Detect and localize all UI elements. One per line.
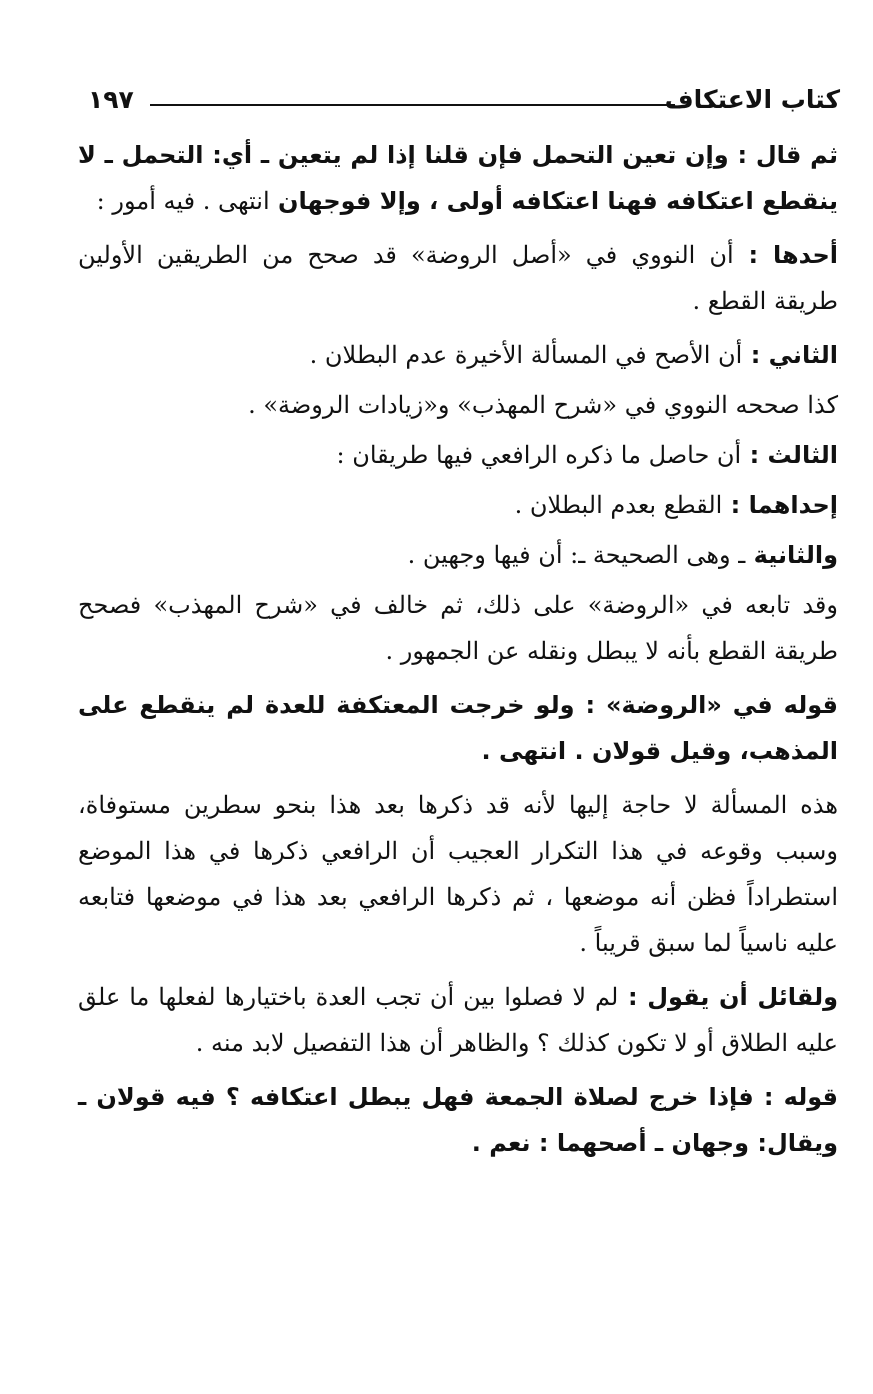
paragraph-heading: والثانية	[745, 541, 838, 569]
paragraph-5	[78, 432, 838, 478]
paragraph-text: كذا صححه النووي في «شرح المهذب» و«زيادات الروضة» .	[248, 391, 838, 419]
paragraph-text: القطع بعدم البطلان .	[514, 491, 723, 519]
page-header	[88, 82, 840, 122]
page-body	[78, 132, 838, 1174]
header-rule	[150, 104, 675, 106]
chapter-title: كتاب الاعتكاف	[664, 85, 840, 114]
paragraph-1	[78, 132, 838, 224]
paragraph-heading: قوله :	[753, 1083, 838, 1111]
paragraph-text: انتهى . فيه أمور :	[96, 187, 270, 215]
paragraph-text: أن الأصح في المسألة الأخيرة عدم البطلان .	[309, 341, 743, 369]
paragraph-text: وقد تابعه في «الروضة» على ذلك، ثم خالف في «شرح المهذب» فصحح طريقة القطع بأنه لا يبطل ونقله عن الجمهور .	[78, 591, 838, 665]
paragraph-heading: قوله في «الروضة» :	[574, 691, 839, 719]
paragraph-8	[78, 582, 838, 674]
paragraph-heading: ثم قال :	[728, 141, 839, 169]
paragraph-heading: أحدها :	[733, 241, 838, 269]
paragraph-2	[78, 232, 838, 324]
paragraph-text: أن حاصل ما ذكره الرافعي فيها طريقان :	[336, 441, 742, 469]
paragraph-4	[78, 382, 838, 428]
paragraph-9	[78, 682, 838, 774]
paragraph-heading: ولقائل أن يقول :	[618, 983, 838, 1011]
paragraph-text: هذه المسألة لا حاجة إليها لأنه قد ذكرها بعد هذا بنحو سطرين مستوفاة، وسبب وقوعه في هذا التكرار العجيب أن الرافعي ذكرها في هذا الموضع استطراداً فظن أنه موضعها ، ثم ذكرها الرافعي بعد هذا في موضعها فتابعه عليه ناسياً لما سبق قريباً .	[78, 791, 838, 957]
quoted-text: ولو خرجت المعتكفة للعدة لم ينقطع على المذهب، وقيل قولان . انتهى .	[78, 691, 838, 765]
paragraph-7	[78, 532, 838, 578]
paragraph-heading: الثالث :	[741, 441, 838, 469]
paragraph-text: أن النووي في «أصل الروضة» قد صحح من الطريقين الأولين طريقة القطع .	[78, 241, 838, 315]
paragraph-heading: إحداهما :	[722, 491, 838, 519]
quoted-text: وإن تعين التحمل فإن قلنا إذا لم يتعين ـ أي: التحمل ـ لا ينقطع اعتكافه فهنا اعتكافه أولى ، وإلا فوجهان	[78, 141, 838, 215]
paragraph-12	[78, 1074, 838, 1166]
paragraph-11	[78, 974, 838, 1066]
page-number: ١٩٧	[88, 85, 134, 114]
quoted-text: فإذا خرج لصلاة الجمعة فهل يبطل اعتكافه ؟ فيه قولان ـ ويقال: وجهان ـ أصحهما : نعم .	[78, 1083, 838, 1157]
paragraph-3	[78, 332, 838, 378]
paragraph-text: لم لا فصلوا بين أن تجب العدة باختيارها لفعلها ما علق عليه الطلاق أو لا تكون كذلك ؟ والظاهر أن هذا التفصيل لابد منه .	[78, 983, 838, 1057]
paragraph-heading: الثاني :	[742, 341, 838, 369]
paragraph-6	[78, 482, 838, 528]
paragraph-text: ـ وهى الصحيحة ـ: أن فيها وجهين .	[407, 541, 746, 569]
paragraph-10	[78, 782, 838, 966]
